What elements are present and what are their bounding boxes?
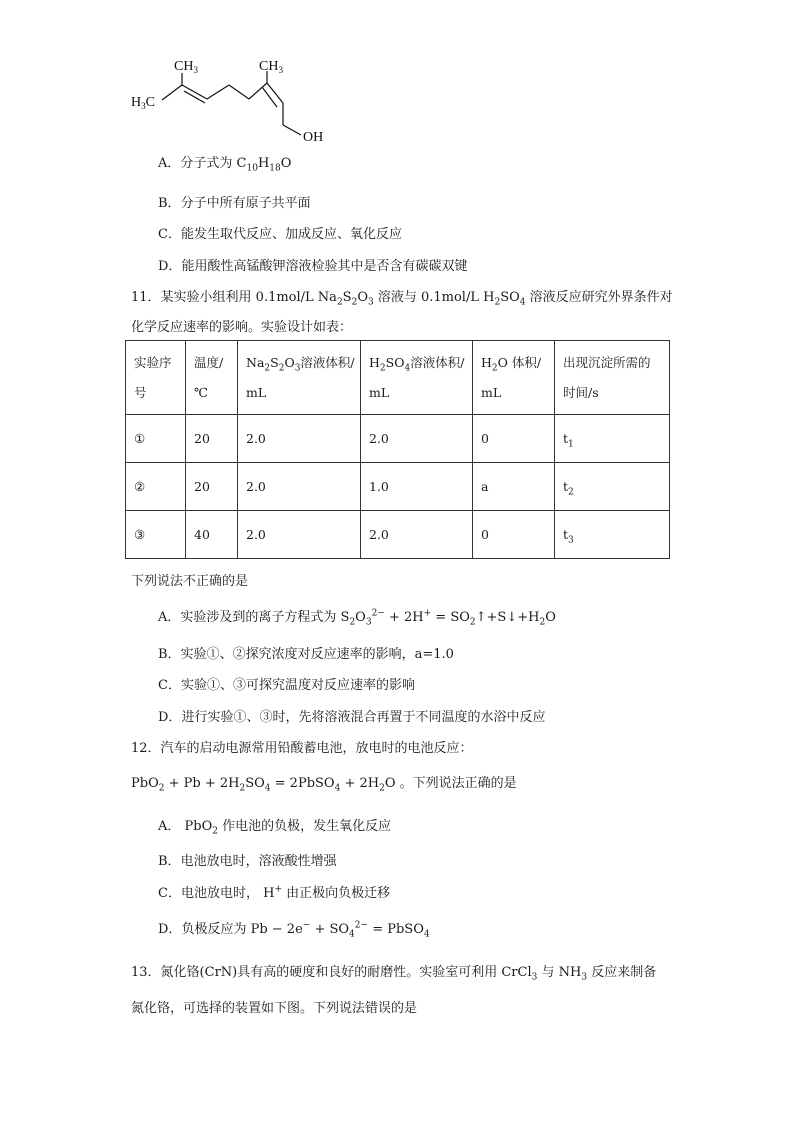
q11-stem-line2: 化学反应速率的影响。实验设计如表： [131, 320, 353, 335]
q11-option-c: C．实验①、③可探究温度对反应速率的影响 [158, 678, 415, 693]
header-cell: 温度/℃ [186, 341, 238, 415]
q12-stem-line2: $PbO_2 + Pb + 2H_2SO_4$ = 2PbSO$_4$ + $2H_2O$ 。下列说法正确的是 [131, 776, 517, 794]
cell-temp: 20 [186, 463, 238, 511]
q11-prompt: 下列说法不正确的是 [131, 574, 249, 589]
q11-option-b: B．实验①、②探究浓度对反应速率的影响，a=1.0 [158, 647, 454, 662]
table-row [126, 415, 670, 463]
cell-id: ② [126, 463, 186, 511]
cell-h2so4: 2.0 [361, 415, 473, 463]
table-header-row [126, 341, 670, 415]
cell-h2so4: 1.0 [361, 463, 473, 511]
cell-temp: 40 [186, 511, 238, 559]
header-cell: $H_2O$ 体积/ mL [473, 341, 555, 415]
q11-stem-line1: 11．某实验小组利用 0.1mol/L $Na_2S_2O_3$ 溶液与 0.1mol/L $H_2SO_4$ 溶液反应研究外界条件对 [131, 290, 673, 308]
h3c-label: $H_3C$ [131, 95, 155, 111]
molecule-structure [125, 55, 345, 150]
q10-option-a: A．分子式为 $C_{10}H_{18}O$ [158, 156, 292, 174]
q12-option-d: D．负极反应为 $Pb - 2e^- + SO_4^{2-}$ = PbSO$_4$ [158, 920, 430, 940]
cell-h2o: 0 [473, 415, 555, 463]
q12-option-a: A． PbO$_2$ 作电池的负极，发生氧化反应 [158, 819, 392, 837]
q13-stem-line2: 氮化铬，可选择的装置如下图。下列说法错误的是 [131, 1001, 418, 1016]
q12-stem-line1: 12．汽车的启动电源常用铅酸蓄电池，放电时的电池反应： [131, 741, 473, 756]
experiment-table [125, 340, 670, 559]
header-cell: 实验序 号 [126, 341, 186, 415]
ch3-label-left: $CH_3$ [174, 59, 198, 75]
q13-stem-line1: 13．氮化铬(CrN)具有高的硬度和良好的耐磨性。实验室可利用 CrCl$_3$ 与 $NH_3$ 反应来制备 [131, 965, 657, 983]
q12-option-b: B．电池放电时，溶液酸性增强 [158, 854, 337, 869]
cell-temp: 20 [186, 415, 238, 463]
cell-time: $t_3$ [555, 511, 670, 559]
q10-option-c: C．能发生取代反应、加成反应、氧化反应 [158, 227, 402, 242]
ch3-label-right: $CH_3$ [259, 59, 283, 75]
header-cell: $Na_2S_2O_3$溶液体积/ mL [238, 341, 361, 415]
table-row [126, 463, 670, 511]
header-cell: 出现沉淀所需的 时间/s [555, 341, 670, 415]
q12-option-c: C．电池放电时， H+ 由正极向负极迁移 [158, 884, 391, 901]
q11-option-a: A．实验涉及到的离子方程式为 $S_2O_3^{2-} + 2H^+$ = $SO_2↑+S↓+H_2O$ [158, 608, 556, 628]
q11-option-d: D．进行实验①、③时，先将溶液混合再置于不同温度的水浴中反应 [158, 710, 546, 725]
header-cell: $H_2SO_4$溶液体积/ mL [361, 341, 473, 415]
q10-option-b: B．分子中所有原子共平面 [158, 196, 311, 211]
cell-na: 2.0 [238, 511, 361, 559]
table-row [126, 511, 670, 559]
cell-h2o: 0 [473, 511, 555, 559]
cell-h2o: a [473, 463, 555, 511]
cell-time: $t_1$ [555, 415, 670, 463]
cell-time: $t_2$ [555, 463, 670, 511]
cell-na: 2.0 [238, 415, 361, 463]
oh-label: OH [303, 130, 324, 145]
q10-option-d: D．能用酸性高锰酸钾溶液检验其中是否含有碳碳双键 [158, 259, 468, 274]
cell-id: ③ [126, 511, 186, 559]
cell-h2so4: 2.0 [361, 511, 473, 559]
cell-na: 2.0 [238, 463, 361, 511]
cell-id: ① [126, 415, 186, 463]
